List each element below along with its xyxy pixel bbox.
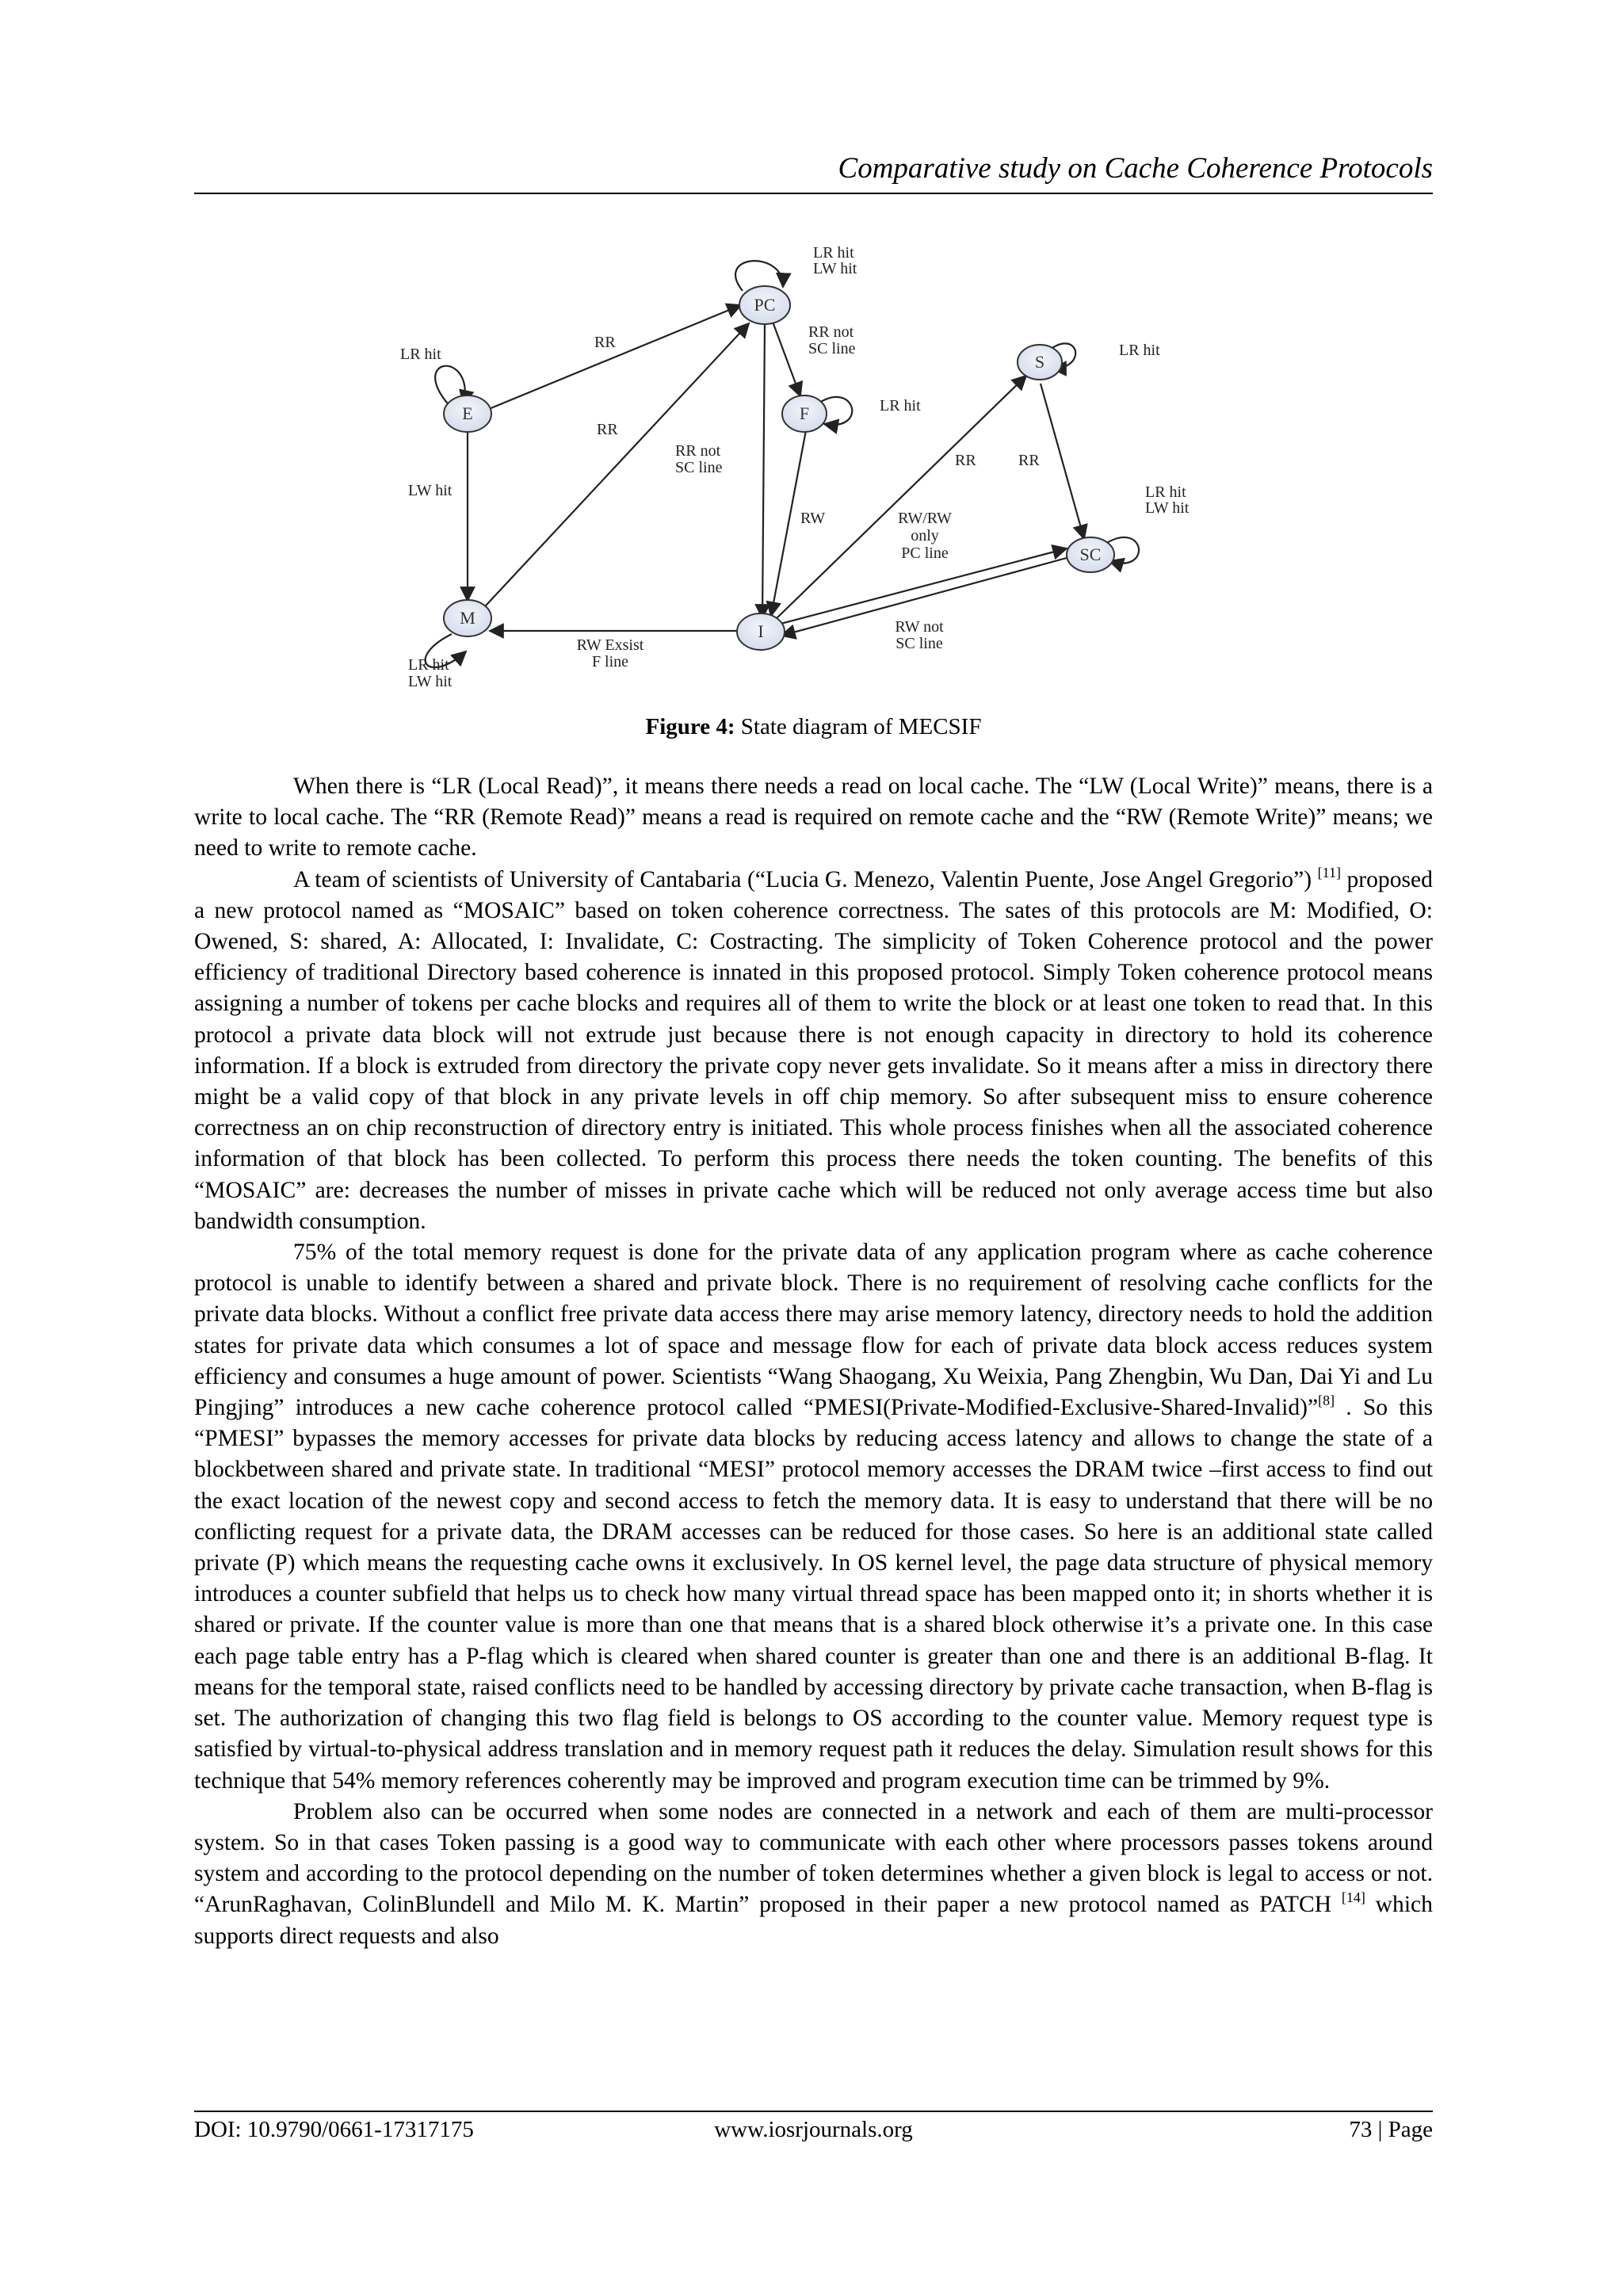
label-pc-self-1: LR hit: [813, 244, 854, 262]
paragraph-2-part-a: A team of scientists of University of Cantabaria (“Lucia G. Menezo, Valentin Puente, Jose Angel Gregorio”): [293, 866, 1312, 892]
figure-caption-text: State diagram of MECSIF: [740, 714, 982, 739]
paragraph-2-part-b: proposed a new protocol named as “MOSAIC” based on token coherence correctness. The sates of this protocols are M: Modified, O: Owened, S: shared, A: Allocated, I: Invalidate, C: Costracting. The simplicity of Token Coherence protocol and the power efficiency of traditional Directory based coherence is innated in this proposed protocol. Simply Token coherence protocol means assigning a number of tokens per cache blocks and requires all of them to write the block or at least one token to read that. In this protocol a private data block will not extrude just because there is not enough capacity in directory to hold its coherence information. If a block is extruded from directory the private copy never gets invalidate. So it means after a miss in directory there might be a valid copy of that block in any private levels in off chip memory. So after subsequent miss to ensure coherence correctness an on chip reconstruction of directory entry is initiated. This whole process finishes when all the associated coherence information of that block has been collected. To perform this process there needs the token counting. The benefits of this “MOSAIC” are: decreases the number of misses in private cache which will be reduced not only average access time but also bandwidth consumption.: [194, 866, 1433, 1234]
paragraph-3-part-a: 75% of the total memory request is done for the private data of any application program where as cache coherence protocol is unable to identify between a shared and private block. There is no requirement of resolving cache conflicts for the private data blocks. Without a conflict free private data access there may arise memory latency, directory needs to hold the addition states for private data which consumes a lot of space and message flow for each of private data block access reduces system efficiency and consumes a huge amount of power. Scientists “Wang Shaogang, Xu Weixia, Pang Zhengbin, Wu Dan, Dai Yi and Lu Pingjing” introduces a new cache coherence protocol called “PMESI(Private-Modified-Exclusive-Shared-Invalid)”: [194, 1240, 1433, 1421]
label-i-m-1: RW Exsist: [576, 636, 644, 654]
label-e-self: LR hit: [400, 346, 441, 363]
label-sc-i-1: RW not: [895, 618, 944, 636]
paragraph-2: [194, 865, 1433, 1237]
running-header: Comparative study on Cache Coherence Protocols: [838, 152, 1433, 185]
label-e-m: LW hit: [408, 482, 453, 499]
label-i-sc-2: only: [911, 527, 939, 544]
label-sc-self-1: LR hit: [1145, 483, 1186, 501]
edge-labels: [400, 244, 1190, 690]
state-label-f: F: [799, 403, 810, 423]
body-text: [194, 771, 1433, 1952]
footer-page-number: 73 | Page: [1349, 2117, 1433, 2142]
edge-e-pc: [489, 305, 741, 409]
edge-pc-i: [762, 323, 765, 618]
paragraph-1: When there is “LR (Local Read)”, it means there needs a read on local cache. The “LW (Local Write)” means, there is a write to local cache. The “RR (Remote Read)” means a read is required on remote cache and the “RW (Remote Write)” means; we need to write to remote cache.: [194, 774, 1433, 861]
state-label-pc: PC: [754, 295, 776, 315]
citation-8: [8]: [1318, 1392, 1335, 1409]
label-m-self-2: LW hit: [408, 673, 453, 690]
figure-caption-label: Figure 4:: [645, 714, 735, 739]
label-pc-self-2: LW hit: [813, 260, 857, 277]
label-sc-self-2: LW hit: [1145, 499, 1190, 517]
state-label-e: E: [462, 403, 473, 423]
citation-14: [14]: [1341, 1889, 1365, 1906]
state-label-s: S: [1034, 352, 1045, 372]
state-label-i: I: [758, 621, 764, 641]
label-s-sc: RR: [1018, 452, 1040, 469]
footer-website: www.iosrjournals.org: [714, 2117, 913, 2142]
label-m-self-1: LR hit: [408, 656, 449, 674]
label-i-m-2: F line: [591, 653, 629, 670]
edge-s-sc: [1041, 384, 1084, 539]
paragraph-4: [194, 1797, 1433, 1952]
footer-rule: [194, 2111, 1433, 2112]
paragraph-4-part-a: Problem also can be occurred when some nodes are connected in a network and each of them are multi-processor system. So in that cases Token passing is a good way to communicate with each other where processors passes tokens around system and according to the protocol depending on the number of token determines whether a given block is legal to access or not. “ArunRaghavan, ColinBlundell and Milo M. K. Martin” proposed in their paper a new protocol named as PATCH: [194, 1798, 1433, 1918]
label-sc-i-2: SC line: [896, 635, 943, 652]
state-label-m: M: [460, 608, 475, 628]
paragraph-4-part-b: which supports direct requests and also: [194, 1892, 1433, 1949]
state-label-sc: SC: [1079, 544, 1102, 564]
label-s-self: LR hit: [1119, 342, 1160, 359]
header-rule: [194, 193, 1433, 194]
state-diagram-figure: [372, 230, 1252, 705]
label-i-sc-3: PC line: [901, 544, 949, 562]
citation-11: [11]: [1317, 864, 1341, 881]
label-pc-f-2: SC line: [808, 340, 856, 357]
label-pc-f-1: RR not: [808, 323, 854, 341]
paragraph-3-part-b: . So this “PMESI” bypasses the memory accesses for private data blocks by reducing access latency and allows to change the state of a blockbetween shared and private state. In traditional “MESI” protocol memory accesses the DRAM twice –first access to find out the exact location of the newest copy and second access to fetch the memory data. It is easy to understand that there will be no conflicting request for a private data, the DRAM accesses can be reduced for those cases. So here is an additional state called private (P) which means the requesting cache owns it exclusively. In OS kernel level, the page data structure of physical memory introduces a counter subfield that helps us to check how many virtual thread space has been mapped onto it; in shorts whether it is shared or private. If the counter value is more than one that means that is a shared block otherwise it’s a private one. In this case each page table entry has a P-flag which is cleared when shared counter is greater than one and there is an additional B-flag. It means for the temporal state, raised conflicts need to be handled by accessing directory by private cache transaction, when B-flag is set. The authorization of changing this two flag field is belongs to OS according to the counter value. Memory request type is satisfied by virtual-to-physical address translation and in memory request path it reduces the delay. Simulation result shows for this technique that 54% memory references coherently may be improved and program execution time can be trimmed by 9%.: [194, 1395, 1433, 1794]
label-i-s: RR: [955, 452, 976, 469]
label-m-pc: RR: [597, 421, 618, 438]
label-i-sc-1: RW/RW: [898, 510, 952, 527]
paragraph-3: [194, 1237, 1433, 1797]
label-e-pc: RR: [594, 334, 616, 351]
label-f-self: LR hit: [880, 397, 921, 415]
label-pc-i-1: RR not: [675, 442, 721, 460]
label-pc-i-2: SC line: [675, 459, 723, 476]
edge-pc-f: [773, 322, 800, 396]
label-f-i: RW: [800, 510, 826, 527]
footer-doi: DOI: 10.9790/0661-17317175: [194, 2117, 474, 2142]
figure-caption: [194, 711, 1433, 743]
state-diagram: [372, 230, 1252, 705]
